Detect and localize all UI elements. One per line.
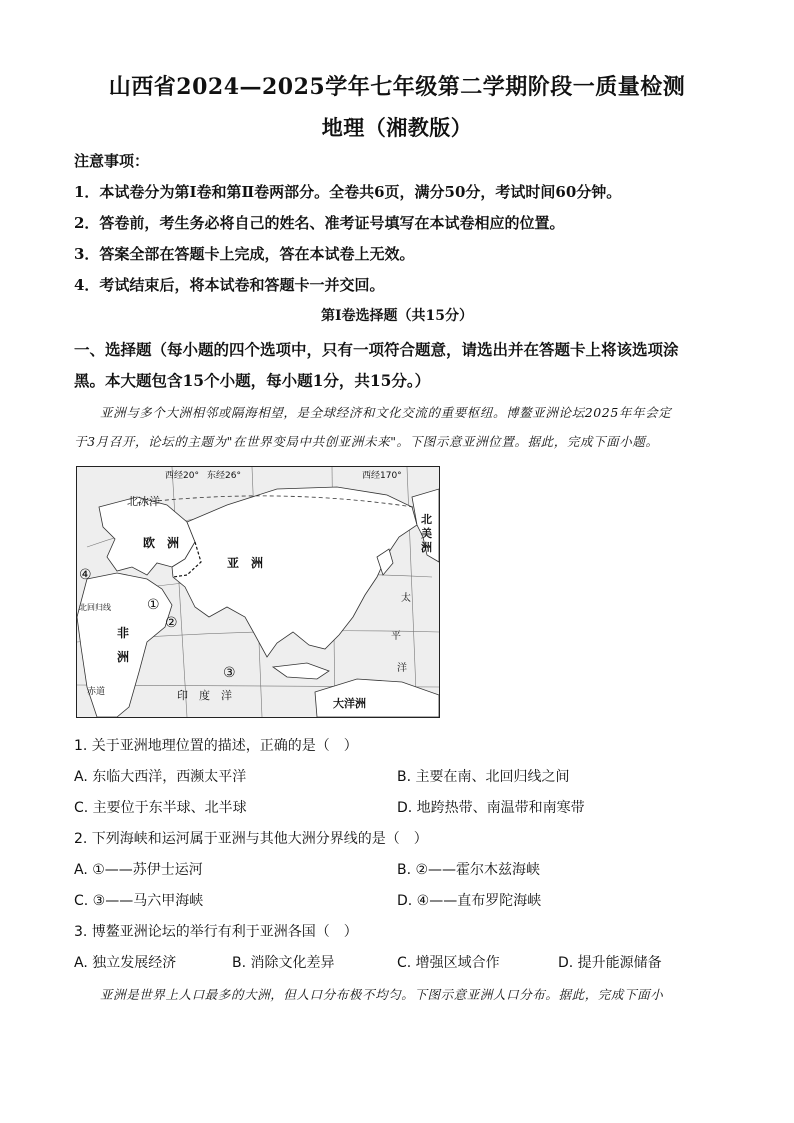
question-3-option-b[interactable]: B. 消除文化差异 — [232, 955, 335, 971]
label-oceania: 大洋洲 — [333, 697, 366, 710]
label-equator: 赤道 — [87, 687, 106, 697]
question-1-option-a[interactable]: A. 东临大西洋，西濒太平洋 — [74, 769, 247, 785]
label-indian-ocean: 印 度 洋 — [177, 689, 232, 702]
label-lon-w170: 西经170° — [362, 471, 402, 481]
label-europe: 欧 洲 — [143, 536, 180, 550]
question-3-stem: 3. 博鳌亚洲论坛的举行有利于亚洲各国（ ） — [74, 924, 358, 940]
label-north-america-3: 洲 — [421, 541, 432, 554]
question-2-stem: 2. 下列海峡和运河属于亚洲与其他大洲分界线的是（ ） — [74, 831, 428, 847]
map-svg — [77, 467, 439, 717]
label-north-america-2: 美 — [421, 527, 432, 540]
question-2-option-d[interactable]: D. ④——直布罗陀海峡 — [397, 893, 542, 909]
passage2-line1: 亚洲是世界上人口最多的大洲，但人口分布极不均匀。下图示意亚洲人口分布。据此，完成下面小 — [100, 987, 664, 1002]
label-north-america-1: 北 — [421, 513, 432, 526]
exam-subtitle: 地理（湘教版） — [321, 115, 473, 140]
question-1-option-c[interactable]: C. 主要位于东半球、北半球 — [74, 800, 247, 816]
marker-2: ② — [165, 615, 178, 631]
passage1-line1: 亚洲与多个大洲相邻或隔海相望，是全球经济和文化交流的重要枢纽。博鳌亚洲论坛2025年年会定 — [100, 405, 672, 420]
question-2-option-b[interactable]: B. ②——霍尔木兹海峡 — [397, 862, 541, 878]
label-pacific-3: 洋 — [397, 663, 407, 674]
exam-title: 山西省2024—2025学年七年级第二学期阶段一质量检测 — [108, 74, 686, 100]
notes-heading: 注意事项： — [74, 152, 150, 170]
label-arctic-ocean: 北冰洋 — [127, 495, 160, 508]
marker-3: ③ — [223, 665, 236, 681]
note-item-4: 4．考试结束后，将本试卷和答题卡一并交回。 — [74, 276, 385, 294]
marker-4: ④ — [79, 567, 92, 583]
label-pacific-1: 太 — [401, 593, 411, 604]
question-3-option-c[interactable]: C. 增强区域合作 — [397, 955, 500, 971]
label-lon-w20: 西经20° — [165, 471, 199, 481]
note-item-3: 3．答案全部在答题卡上完成，答在本试卷上无效。 — [74, 245, 415, 263]
question-1-option-d[interactable]: D. 地跨热带、南温带和南寒带 — [397, 800, 585, 816]
marker-1: ① — [147, 597, 160, 613]
note-item-2: 2．答卷前，考生务必将自己的姓名、准考证号填写在本试卷相应的位置。 — [74, 214, 565, 232]
note-item-1: 1．本试卷分为第Ⅰ卷和第Ⅱ卷两部分。全卷共6页，满分50分，考试时间60分钟。 — [74, 183, 622, 201]
label-pacific-2: 平 — [391, 631, 401, 642]
label-tropic-of-cancer: 北回归线 — [79, 603, 111, 612]
section-instruction-2: 黑。本大题包含15个小题，每小题1分，共15分。） — [74, 371, 431, 390]
question-2-option-a[interactable]: A. ①——苏伊士运河 — [74, 862, 203, 878]
question-3-option-d[interactable]: D. 提升能源储备 — [558, 955, 662, 971]
question-1-stem: 1. 关于亚洲地理位置的描述，正确的是（ ） — [74, 738, 358, 754]
question-3-option-a[interactable]: A. 独立发展经济 — [74, 955, 177, 971]
section-title: 第Ⅰ卷选择题（共15分） — [320, 308, 474, 324]
question-2-option-c[interactable]: C. ③——马六甲海峡 — [74, 893, 204, 909]
label-africa-2: 洲 — [117, 650, 130, 664]
label-africa-1: 非 — [117, 626, 130, 640]
section-instruction-1: 一、选择题（每小题的四个选项中，只有一项符合题意，请选出并在答题卡上将该选项涂 — [74, 340, 679, 359]
passage1-line2: 于3月召开，论坛的主题为"在世界变局中共创亚洲未来"。下图示意亚洲位置。据此，完成下面小题。 — [74, 434, 659, 449]
label-asia: 亚 洲 — [227, 556, 264, 570]
label-lon-e26: 东经26° — [207, 471, 241, 481]
question-1-option-b[interactable]: B. 主要在南、北回归线之间 — [397, 769, 570, 785]
asia-location-map — [76, 466, 440, 718]
